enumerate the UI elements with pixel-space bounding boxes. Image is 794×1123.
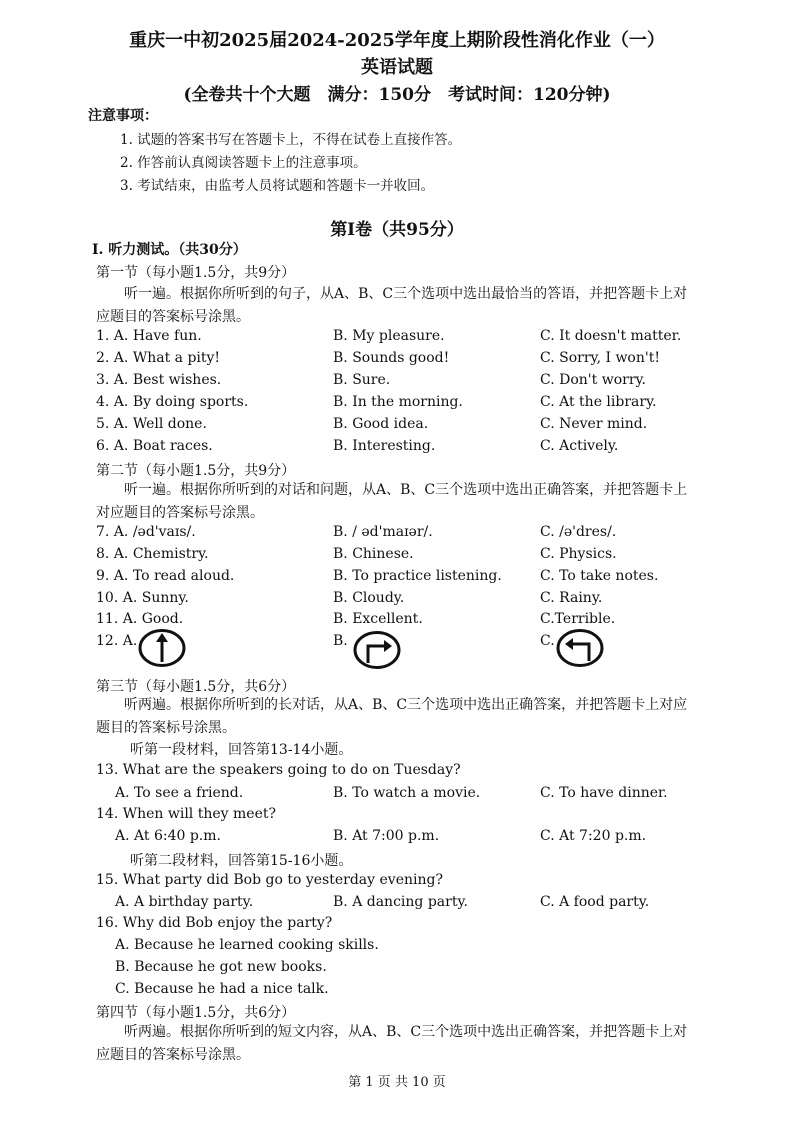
q8-option-a: 8. A. Chemistry.	[96, 546, 209, 562]
section-title: I. 听力测试。（共30分）	[92, 242, 247, 258]
q13-option-c: C. To have dinner.	[540, 785, 668, 801]
q7-option-a: 7. A. /əd'vaɪs/.	[96, 524, 196, 540]
q11-option-c: C.Terrible.	[540, 611, 616, 627]
q7-option-b: B. / əd'maɪər/.	[333, 524, 433, 540]
sec2-heading: 第二节（每小题1.5分，共9分）	[96, 463, 296, 479]
q10-option-b: B. Cloudy.	[333, 590, 405, 606]
straight-arrow-sign-icon	[137, 628, 187, 668]
q15-option-b: B. A dancing party.	[333, 894, 468, 910]
q5-option-b: B. Good idea.	[333, 416, 429, 432]
material-1-note: 听第一段材料，回答第13-14小题。	[130, 742, 353, 758]
q16-option-a: A. Because he learned cooking skills.	[115, 937, 379, 953]
q3-option-b: B. Sure.	[333, 372, 391, 388]
q15-option-a: A. A birthday party.	[115, 894, 254, 910]
q14-stem: 14. When will they meet?	[96, 806, 277, 822]
q8-option-c: C. Physics.	[540, 546, 617, 562]
exam-info: (全卷共十个大题 满分：150分 考试时间：120分钟)	[183, 85, 611, 105]
q6-option-a: 6. A. Boat races.	[96, 438, 213, 454]
notes-heading: 注意事项：	[88, 108, 158, 124]
q2-option-a: 2. A. What a pity!	[96, 350, 221, 366]
q3-option-a: 3. A. Best wishes.	[96, 372, 222, 388]
sec3-instruction: 听两遍。根据你所听到的长对话，从A、B、C三个选项中选出正确答案，并把答题卡上对应题目的答案标号涂黑。	[96, 697, 688, 736]
page-footer: 第 1 页 共 10 页	[348, 1075, 446, 1090]
q3-option-c: C. Don't worry.	[540, 372, 647, 388]
q1-option-a: 1. A. Have fun.	[96, 328, 202, 344]
exam-subject: 英语试题	[361, 57, 433, 78]
q12-option-b: B.	[333, 633, 348, 649]
q14-option-c: C. At 7:20 p.m.	[540, 828, 647, 844]
q13-option-b: B. To watch a movie.	[333, 785, 481, 801]
q13-stem: 13. What are the speakers going to do on Tuesday?	[96, 762, 461, 778]
sec1-heading: 第一节（每小题1.5分，共9分）	[96, 265, 296, 281]
q8-option-b: B. Chinese.	[333, 546, 414, 562]
q15-stem: 15. What party did Bob go to yesterday evening?	[96, 872, 443, 888]
q5-option-a: 5. A. Well done.	[96, 416, 207, 432]
note-item: 1. 试题的答案书写在答题卡上，不得在试卷上直接作答。	[120, 132, 462, 148]
q1-option-c: C. It doesn't matter.	[540, 328, 682, 344]
q2-option-b: B. Sounds good!	[333, 350, 450, 366]
sec2-instruction: 听一遍。根据你所听到的对话和问题，从A、B、C三个选项中选出正确答案，并把答题卡上对应题目的答案标号涂黑。	[96, 482, 688, 521]
q4-option-a: 4. A. By doing sports.	[96, 394, 249, 410]
exam-title: 重庆一中初2025届2024-2025学年度上期阶段性消化作业（一）	[129, 30, 665, 51]
left-turn-sign-icon	[555, 628, 605, 668]
q7-option-c: C. /ə'dres/.	[540, 524, 617, 540]
q9-option-c: C. To take notes.	[540, 568, 659, 584]
q6-option-b: B. Interesting.	[333, 438, 436, 454]
right-turn-sign-icon	[352, 630, 402, 670]
sec3-heading: 第三节（每小题1.5分，共6分）	[96, 679, 296, 695]
sec4-instruction: 听两遍。根据你所听到的短文内容，从A、B、C三个选项中选出正确答案，并把答题卡上对应题目的答案标号涂黑。	[96, 1024, 688, 1063]
q9-option-b: B. To practice listening.	[333, 568, 502, 584]
q16-stem: 16. Why did Bob enjoy the party?	[96, 915, 333, 931]
q14-option-b: B. At 7:00 p.m.	[333, 828, 440, 844]
q16-option-c: C. Because he had a nice talk.	[115, 981, 329, 997]
q16-option-b: B. Because he got new books.	[115, 959, 327, 975]
q1-option-b: B. My pleasure.	[333, 328, 445, 344]
q12-option-c: C.	[540, 633, 555, 649]
q15-option-c: C. A food party.	[540, 894, 650, 910]
q4-option-b: B. In the morning.	[333, 394, 463, 410]
q5-option-c: C. Never mind.	[540, 416, 648, 432]
q4-option-c: C. At the library.	[540, 394, 657, 410]
q13-option-a: A. To see a friend.	[115, 785, 244, 801]
q6-option-c: C. Actively.	[540, 438, 619, 454]
material-2-note: 听第二段材料，回答第15-16小题。	[130, 853, 353, 869]
q14-option-a: A. At 6:40 p.m.	[115, 828, 221, 844]
q11-option-b: B. Excellent.	[333, 611, 423, 627]
sec4-heading: 第四节（每小题1.5分，共6分）	[96, 1005, 296, 1021]
q10-option-a: 10. A. Sunny.	[96, 590, 189, 606]
part-title: 第I卷（共95分）	[330, 220, 464, 240]
note-item: 3. 考试结束，由监考人员将试题和答题卡一并收回。	[120, 178, 435, 194]
q10-option-c: C. Rainy.	[540, 590, 603, 606]
q9-option-a: 9. A. To read aloud.	[96, 568, 235, 584]
q2-option-c: C. Sorry, I won't!	[540, 350, 660, 366]
sec1-instruction: 听一遍。根据你所听到的句子，从A、B、C三个选项中选出最恰当的答语，并把答题卡上对应题目的答案标号涂黑。	[96, 286, 688, 325]
note-item: 2. 作答前认真阅读答题卡上的注意事项。	[120, 155, 367, 171]
q12-option-a: 12. A.	[96, 633, 138, 649]
q11-option-a: 11. A. Good.	[96, 611, 184, 627]
